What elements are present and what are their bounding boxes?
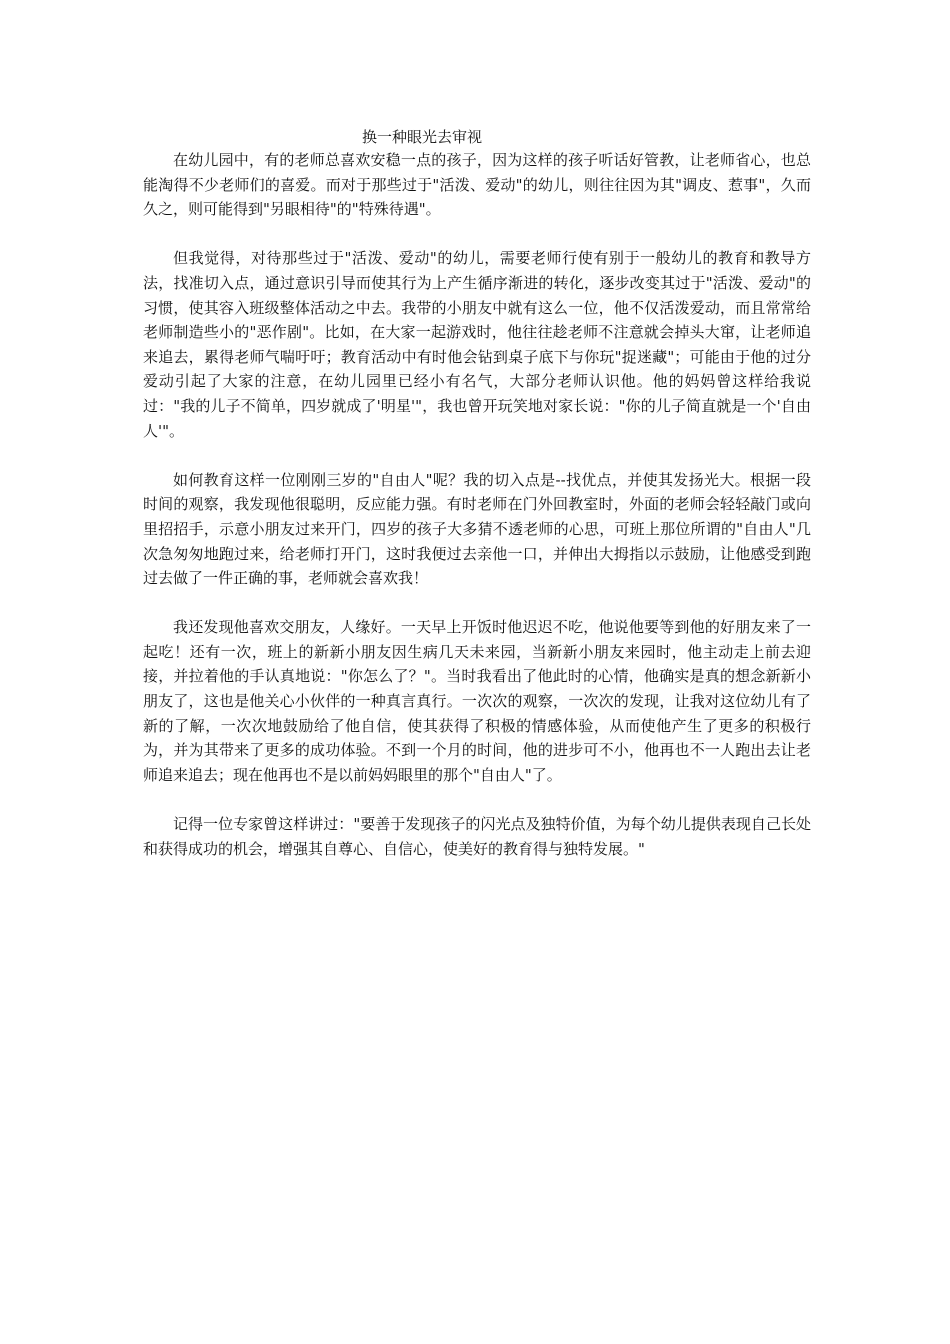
paragraph-2: 但我觉得，对待那些过于"活泼、爱动"的幼儿，需要老师行使有别于一般幼儿的教育和教导方法，找准切入点，通过意识引导而使其行为上产生循序渐进的转化，逐步改变其过于"活泼、爱动"的习惯，使其容入班级整体活动之中去。我带的小朋友中就有这么一位，他不仅活泼爱动，而且常常给老师制造些小的"恶作剧"。比如，在大家一起游戏时，他往往趁老师不注意就会掉头大窜，让老师追来追去，累得老师气喘吁吁；教育活动中有时他会钻到桌子底下与你玩"捉迷藏"；可能由于他的过分爱动引起了大家的注意，在幼儿园里已经小有名气，大部分老师认识他。他的妈妈曾这样给我说过："我的儿子不简单，四岁就成了'明星'"，我也曾开玩笑地对家长说："你的儿子简直就是一个'自由人'"。 xyxy=(143,249,811,440)
paragraph-1: 在幼儿园中，有的老师总喜欢安稳一点的孩子，因为这样的孩子听话好管教，让老师省心，也总能淘得不少老师们的喜爱。而对于那些过于"活泼、爱动"的幼儿，则往往因为其"调皮、惹事"，久而久之，则可能得到"另眼相待"的"特殊待遇"。 xyxy=(143,151,811,219)
document-body xyxy=(143,148,811,861)
document-title: 换一种眼光去审视 xyxy=(362,128,483,146)
paragraph-4: 我还发现他喜欢交朋友，人缘好。一天早上开饭时他迟迟不吃，他说他要等到他的好朋友来了一起吃！还有一次，班上的新新小朋友因生病几天未来园，当新新小朋友来园时，他主动走上前去迎接，并拉着他的手认真地说："你怎么了？"。当时我看出了他此时的心情，他确实是真的想念新新小朋友了，这也是他关心小伙伴的一种真言真行。一次次的观察，一次次的发现，让我对这位幼儿有了新的了解，一次次地鼓励给了他自信，使其获得了积极的情感体验，从而使他产生了更多的积极行为，并为其带来了更多的成功体验。不到一个月的时间，他的进步可不小，他再也不一人跑出去让老师追来追去；现在他再也不是以前妈妈眼里的那个"自由人"了。 xyxy=(143,618,811,784)
paragraph-3: 如何教育这样一位刚刚三岁的"自由人"呢？我的切入点是--找优点，并使其发扬光大。根据一段时间的观察，我发现他很聪明，反应能力强。有时老师在门外回教室时，外面的老师会轻轻敲门或向里招招手，示意小朋友过来开门，四岁的孩子大多猜不透老师的心思，可班上那位所谓的"自由人"几次急匆匆地跑过来，给老师打开门，这时我便过去亲他一口，并伸出大拇指以示鼓励，让他感受到跑过去做了一件正确的事，老师就会喜欢我！ xyxy=(143,470,811,588)
paragraph-5: 记得一位专家曾这样讲过："要善于发现孩子的闪光点及独特价值，为每个幼儿提供表现自己长处和获得成功的机会，增强其自尊心、自信心，使美好的教育得与独特发展。" xyxy=(143,815,811,858)
